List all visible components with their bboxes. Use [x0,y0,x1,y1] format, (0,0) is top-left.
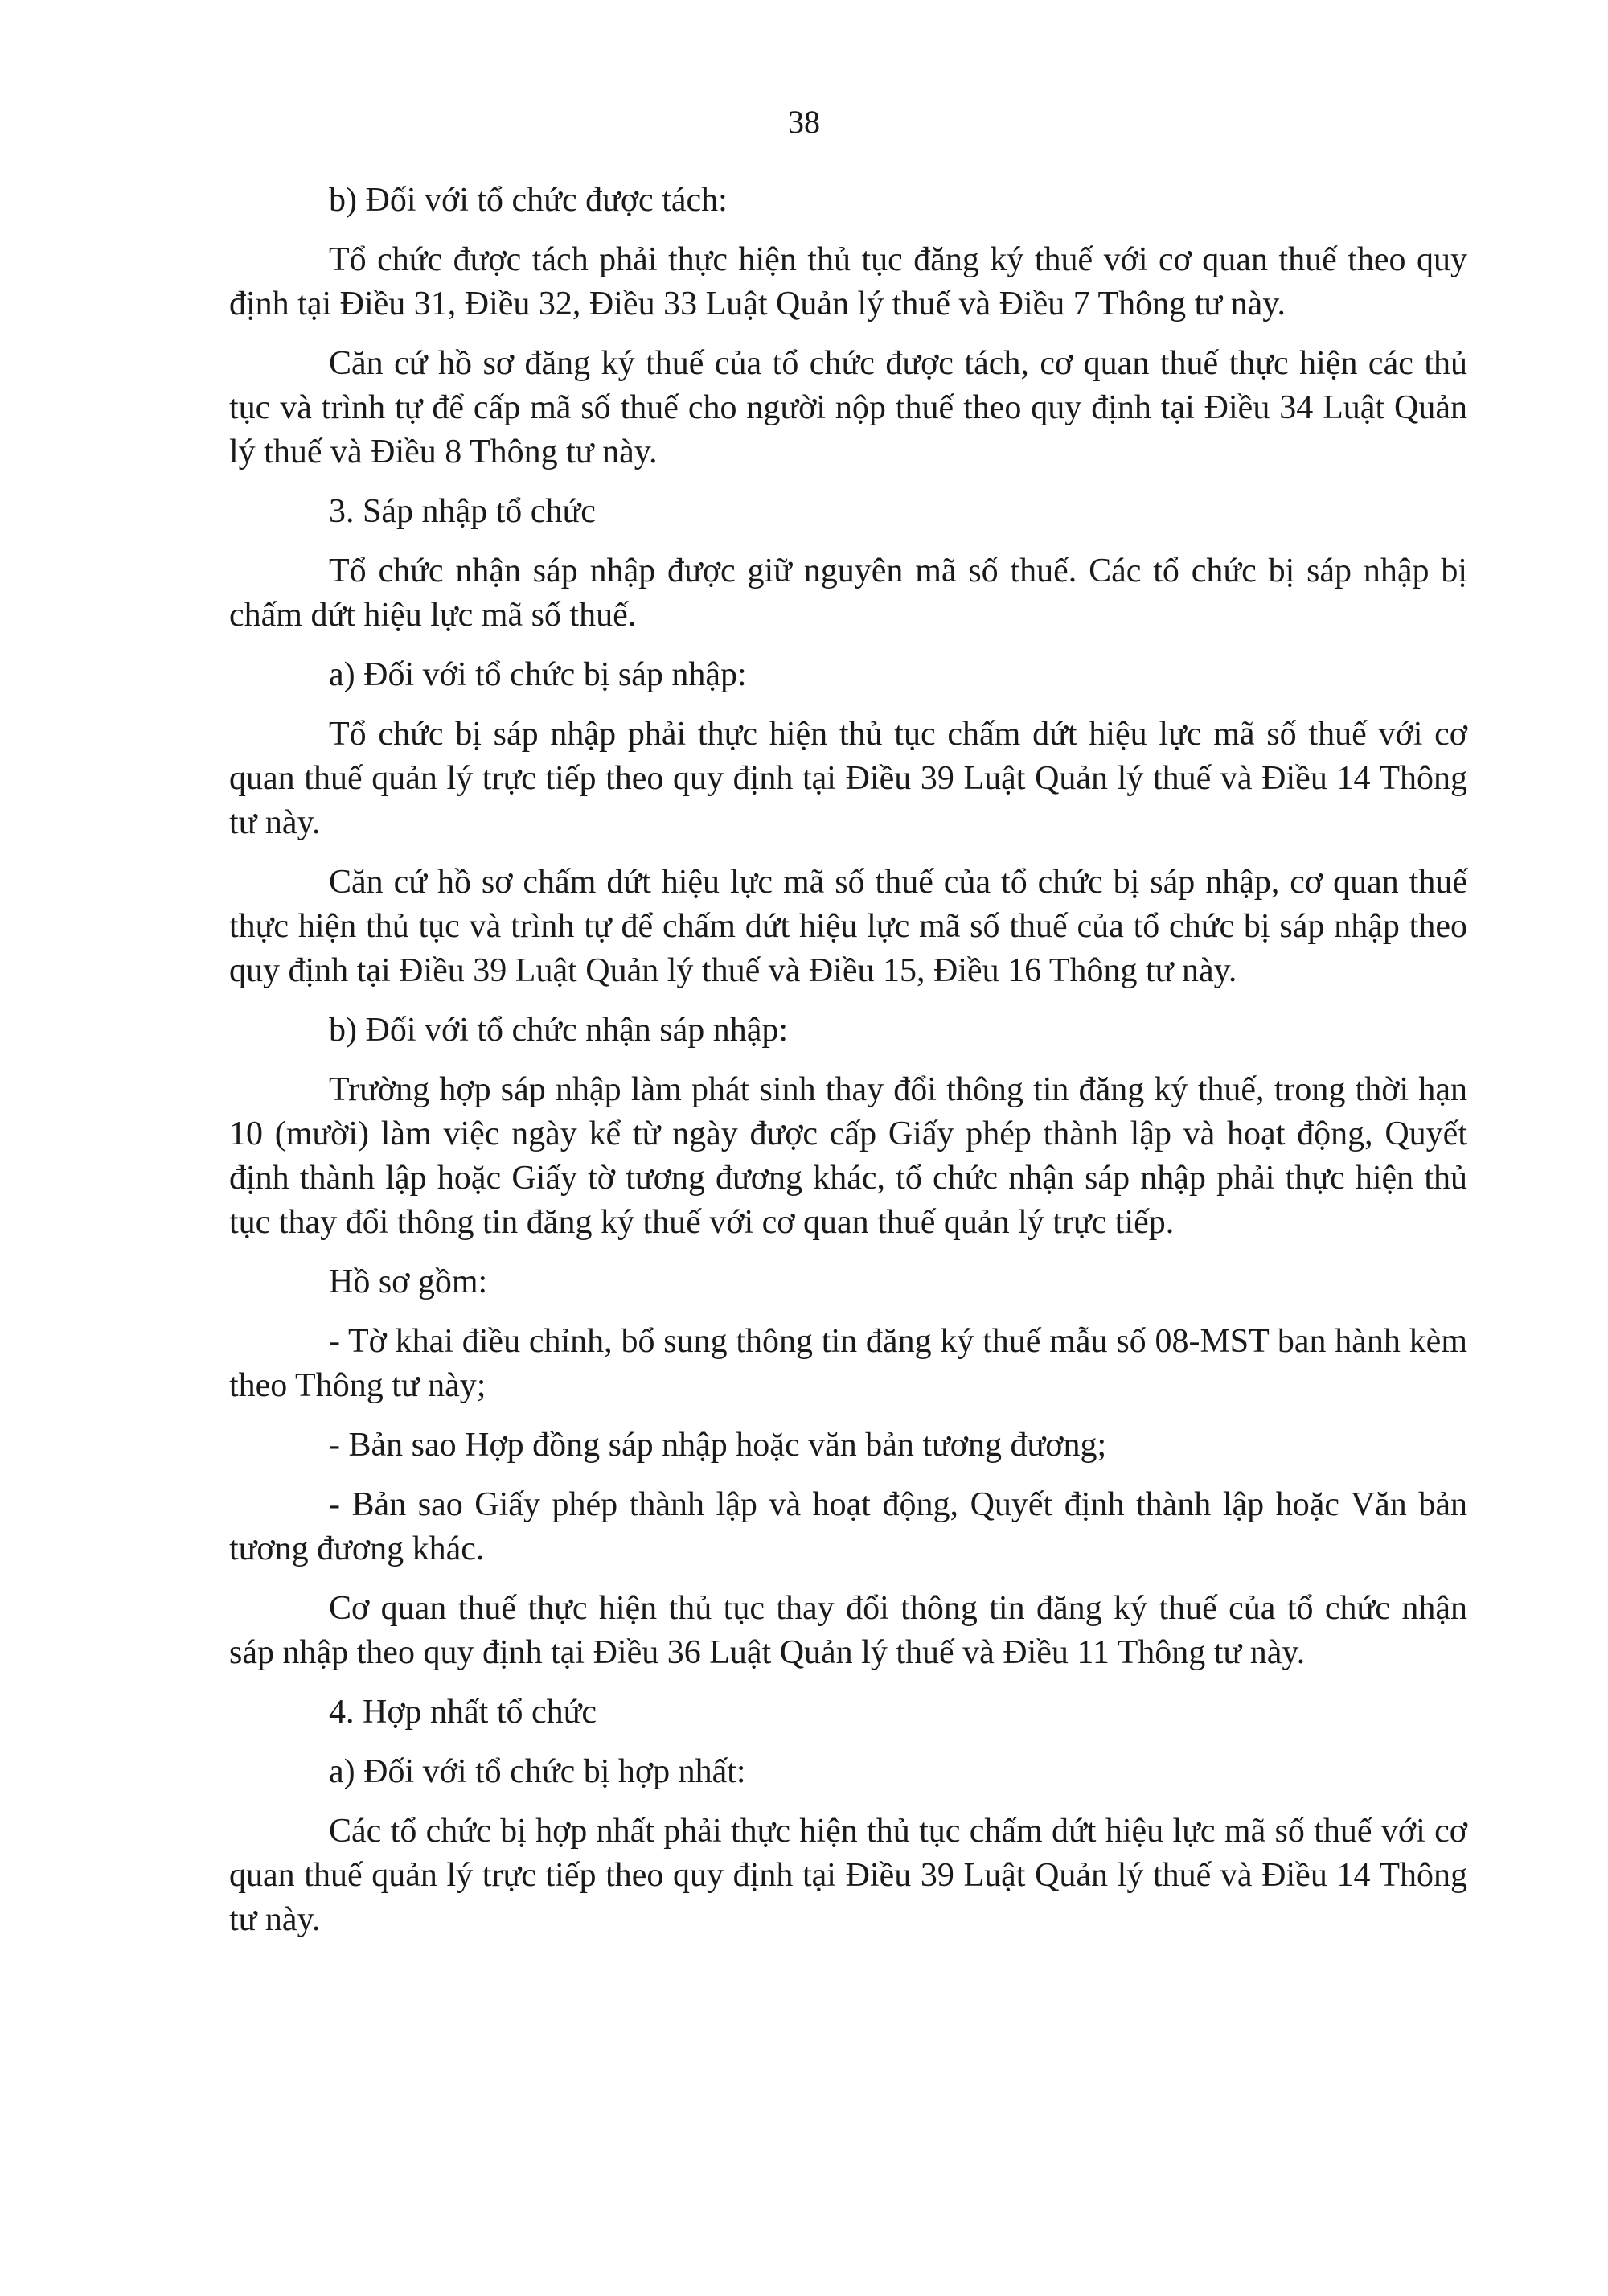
list-intro: Hồ sơ gồm: [329,1263,488,1300]
list-item: - Bản sao Giấy phép thành lập và hoạt động, Quyết định thành lập hoặc Văn bản tương đương khác. [229,1486,1467,1567]
subsection-heading: b) Đối với tổ chức nhận sáp nhập: [329,1012,789,1049]
list-item: - Tờ khai điều chỉnh, bổ sung thông tin đăng ký thuế mẫu số 08-MST ban hành kèm theo Thông tư này; [229,1323,1467,1404]
paragraph: Trường hợp sáp nhập làm phát sinh thay đổi thông tin đăng ký thuế, trong thời hạn 10 (mười) làm việc ngày kể từ ngày được cấp Giấy phép thành lập và hoạt động, Quyết định thành lập hoặc Giấy tờ tương đương khác, tổ chức nhận sáp nhập phải thực hiện thủ tục thay đổi thông tin đăng ký thuế với cơ quan thuế quản lý trực tiếp. [229,1071,1467,1241]
document-body [229,179,1467,1957]
paragraph: Các tổ chức bị hợp nhất phải thực hiện thủ tục chấm dứt hiệu lực mã số thuế với cơ quan thuế quản lý trực tiếp theo quy định tại Điều 39 Luật Quản lý thuế và Điều 14 Thông tư này. [229,1813,1467,1938]
list-item: - Bản sao Hợp đồng sáp nhập hoặc văn bản tương đương; [329,1427,1107,1464]
paragraph: Tổ chức được tách phải thực hiện thủ tục đăng ký thuế với cơ quan thuế theo quy định tại Điều 31, Điều 32, Điều 33 Luật Quản lý thuế và Điều 7 Thông tư này. [229,241,1467,322]
subsection-heading: b) Đối với tổ chức được tách: [329,182,728,219]
paragraph: Cơ quan thuế thực hiện thủ tục thay đổi thông tin đăng ký thuế của tổ chức nhận sáp nhập theo quy định tại Điều 36 Luật Quản lý thuế và Điều 11 Thông tư này. [229,1590,1467,1671]
subsection-heading: a) Đối với tổ chức bị hợp nhất: [329,1753,746,1790]
subsection-heading: a) Đối với tổ chức bị sáp nhập: [329,656,747,693]
paragraph: Tổ chức nhận sáp nhập được giữ nguyên mã số thuế. Các tổ chức bị sáp nhập bị chấm dứt hiệu lực mã số thuế. [229,552,1467,634]
page-number: 38 [788,104,820,140]
paragraph: Tổ chức bị sáp nhập phải thực hiện thủ tục chấm dứt hiệu lực mã số thuế với cơ quan thuế quản lý trực tiếp theo quy định tại Điều 39 Luật Quản lý thuế và Điều 14 Thông tư này. [229,716,1467,841]
section-heading: 4. Hợp nhất tổ chức [329,1694,597,1731]
section-heading: 3. Sáp nhập tổ chức [329,493,596,530]
paragraph: Căn cứ hồ sơ đăng ký thuế của tổ chức được tách, cơ quan thuế thực hiện các thủ tục và trình tự để cấp mã số thuế cho người nộp thuế theo quy định tại Điều 34 Luật Quản lý thuế và Điều 8 Thông tư này. [229,345,1467,470]
paragraph: Căn cứ hồ sơ chấm dứt hiệu lực mã số thuế của tổ chức bị sáp nhập, cơ quan thuế thực hiện thủ tục và trình tự để chấm dứt hiệu lực mã số thuế của tổ chức bị sáp nhập theo quy định tại Điều 39 Luật Quản lý thuế và Điều 15, Điều 16 Thông tư này. [229,864,1467,989]
